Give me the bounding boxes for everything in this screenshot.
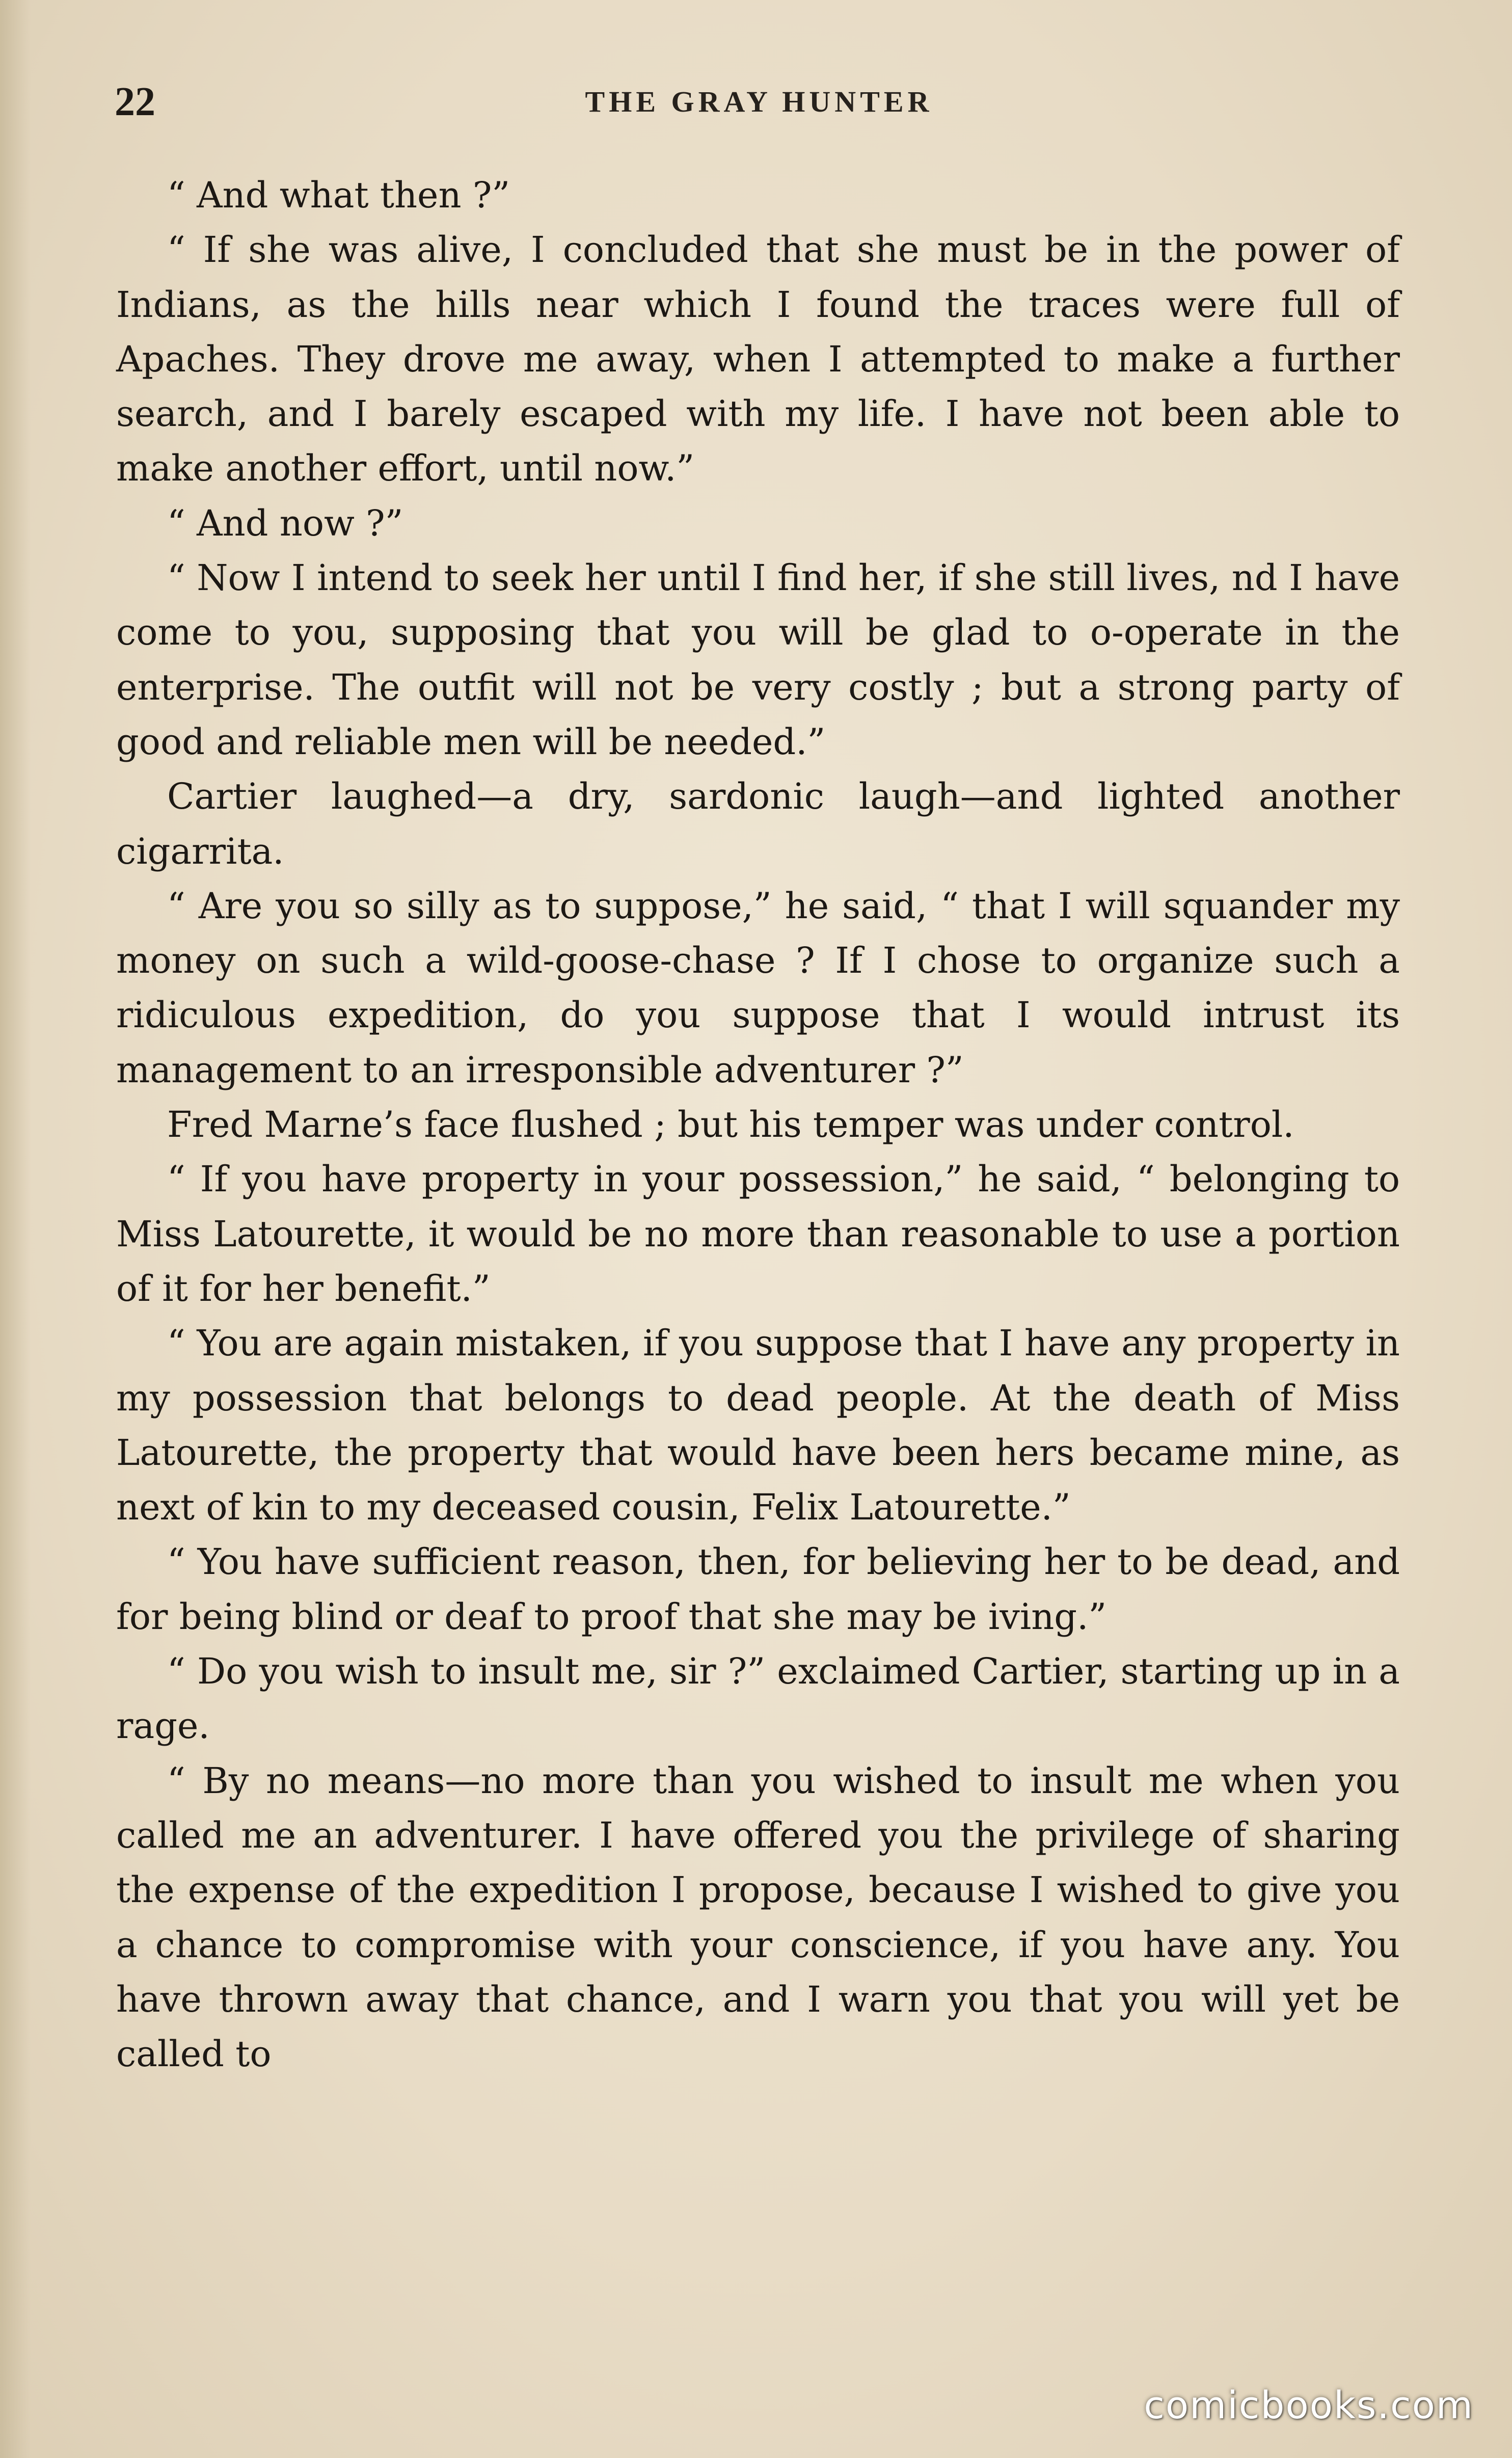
paragraph: “ If you have property in your possession,” he said, “ belonging to Miss Latourette, it would be no more than reasonable to use a portion of it for her benefit.” bbox=[116, 1158, 1400, 1310]
paragraph: “ You have sufficient reason, then, for believing her to be dead, and for being blind or deaf to proof that she may be iving.” bbox=[116, 1541, 1400, 1638]
paragraph: Cartier laughed—a dry, sardonic laugh—and lighted another cigarrita. bbox=[116, 776, 1400, 872]
paragraph: “ And now ?” bbox=[167, 502, 403, 544]
page-header bbox=[115, 76, 1403, 127]
paragraph: “ Are you so silly as to suppose,” he said, “ that I will squander my money on such a wild-goose-chase ? If I chose to organize such a ridiculous expedition, do you suppose that I would intrust its management to an irresponsible adventurer ?” bbox=[116, 885, 1400, 1091]
paragraph: “ If she was alive, I concluded that she must be in the power of Indians, as the hills near which I found the traces were full of Apaches. They drove me away, when I attempted to make a further search, and I barely escaped with my life. I have not been able to make another effort, until now.” bbox=[116, 229, 1400, 490]
running-head: THE GRAY HUNTER bbox=[585, 85, 933, 118]
paragraph: “ By no means—no more than you wished to insult me when you called me an adventurer. I have offered you the privilege of sharing the expense of the expedition I propose, because I wished to give you a chance to compromise with your conscience, if you have any. You have thrown away that chance, and I warn you that you will yet be called to bbox=[116, 1759, 1400, 2075]
paragraph: “ You are again mistaken, if you suppose that I have any property in my possession that belongs to dead people. At the death of Miss Latourette, the property that would have been hers became mine, as next of kin to my deceased cousin, Felix Latourette.” bbox=[116, 1322, 1400, 1529]
paragraph: “ And what then ?” bbox=[167, 174, 510, 216]
body-text bbox=[116, 168, 1400, 2081]
paragraph: Fred Marne’s face flushed ; but his temper was under control. bbox=[167, 1104, 1294, 1146]
watermark: comicbooks.com bbox=[1144, 2384, 1474, 2427]
paragraph: “ Now I intend to seek her until I find her, if she still lives, nd I have come to you, supposing that you will be glad to o-operate in the enterprise. The outfit will not be very costly ; but a strong party of good and reliable men will be needed.” bbox=[116, 557, 1400, 763]
paragraph: “ Do you wish to insult me, sir ?” exclaimed Cartier, starting up in a rage. bbox=[116, 1650, 1400, 1747]
page-edge-shadow bbox=[0, 0, 31, 2458]
page-number: 22 bbox=[115, 79, 155, 124]
